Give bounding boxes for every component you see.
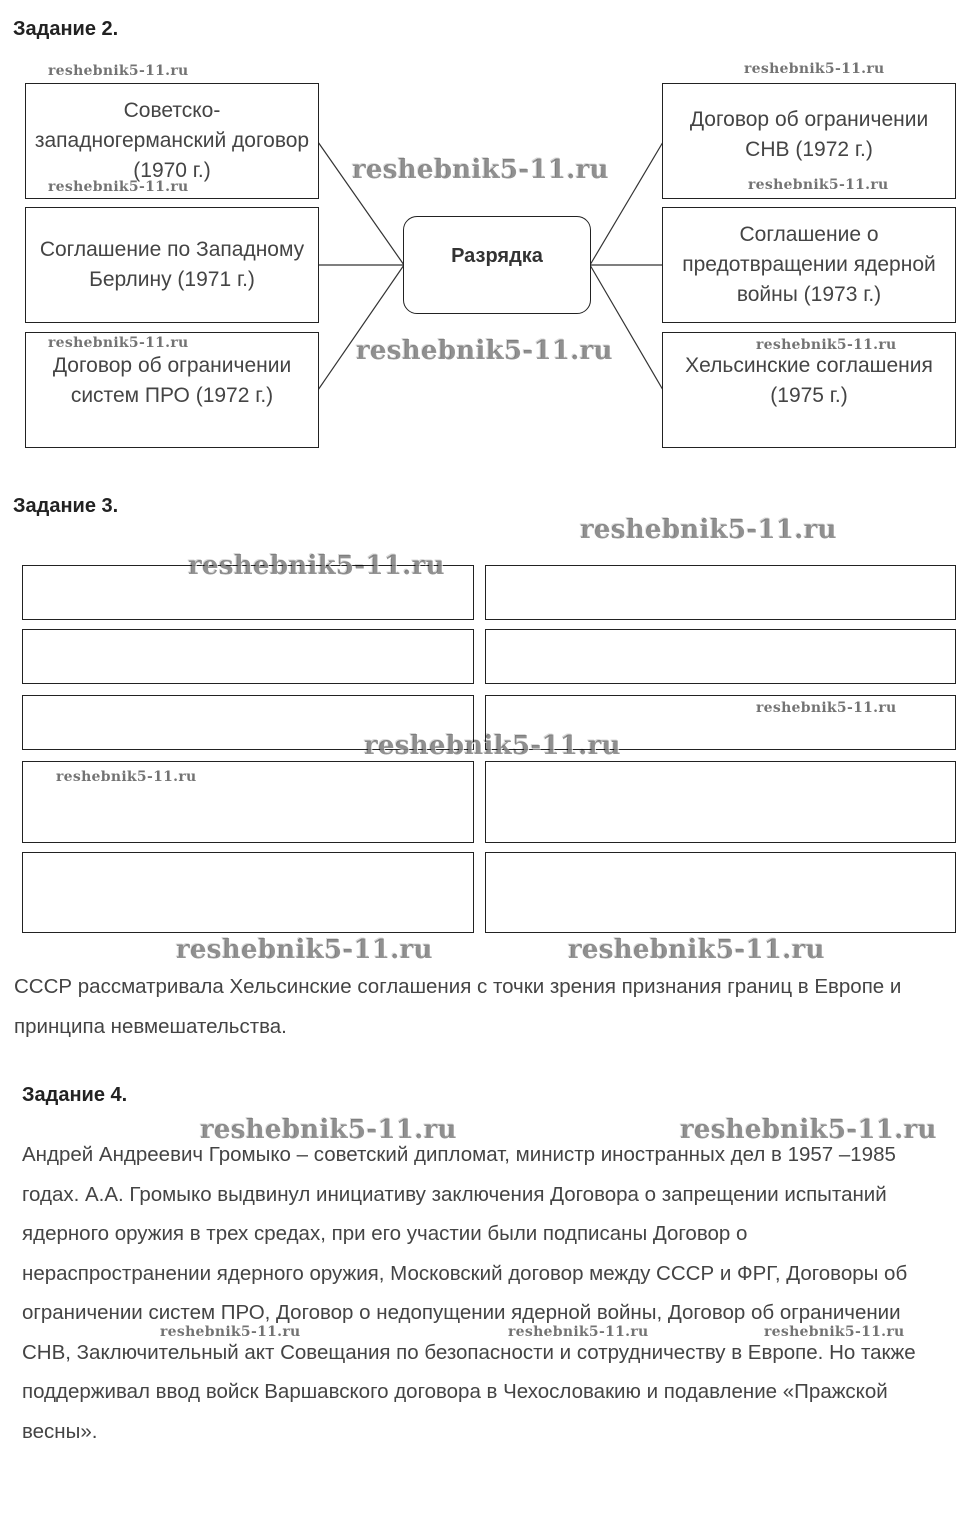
watermark: reshebnik5-11.ru — [48, 335, 189, 351]
watermark: reshebnik5-11.ru — [680, 1115, 937, 1145]
watermark: reshebnik5-11.ru — [48, 63, 189, 79]
watermark: reshebnik5-11.ru — [756, 700, 897, 716]
task3-answer: СССР рассматривала Хельсинские соглашения с точки зрения признания границ в Европе и принципа невмешательства. — [14, 975, 902, 1038]
right-box-2: Соглашение о предотвращении ядерной войны (1973 г.) — [662, 207, 956, 323]
task4-text: Андрей Андреевич Громыко – советский дипломат, министр иностранных дел в 1957 –1985 годах. А.А. Громыко выдвинул инициативу заключения Договора о запрещении испытаний ядерного оружия в трех средах, при его участии были подписаны Договор о нераспространении ядерного оружия, Московский договор между СССР и ФРГ, Договоры об ограничении систем ПРО, Договор о недопущении ядерной войны, Договор об ограничении СНВ, Заключительный акт Совещания по безопасности и сотрудничеству в Европе. Но также поддерживал ввод войск Варшавского договора в Чехословакию и подавление «Пражской весны». — [22, 1143, 916, 1443]
answer-cell — [22, 852, 474, 933]
left-box-1: Советско-западногерманский договор (1970 г.) — [25, 83, 319, 199]
watermark: reshebnik5-11.ru — [352, 155, 609, 185]
watermark: reshebnik5-11.ru — [200, 1115, 457, 1145]
answer-cell — [22, 629, 474, 684]
watermark: reshebnik5-11.ru — [48, 179, 189, 195]
left-box-3: Договор об ограничении систем ПРО (1972 г.) — [25, 332, 319, 448]
task2-heading: Задание 2. — [13, 18, 119, 40]
left-box-2: Соглашение по Западному Берлину (1971 г.) — [25, 207, 319, 323]
watermark: reshebnik5-11.ru — [176, 935, 433, 965]
watermark: reshebnik5-11.ru — [160, 1324, 301, 1340]
task3-heading: Задание 3. — [13, 495, 119, 517]
answer-cell — [485, 565, 956, 620]
task4-heading: Задание 4. — [22, 1084, 128, 1106]
answer-cell — [485, 852, 956, 933]
watermark: reshebnik5-11.ru — [744, 61, 885, 77]
watermark: reshebnik5-11.ru — [356, 336, 613, 366]
watermark: reshebnik5-11.ru — [188, 551, 445, 581]
answer-cell — [485, 629, 956, 684]
right-box-3: Хельсинские соглашения (1975 г.) — [662, 332, 956, 448]
right-box-1: Договор об ограничении СНВ (1972 г.) — [662, 83, 956, 199]
answer-cell — [485, 761, 956, 843]
connector-line — [318, 265, 404, 390]
watermark: reshebnik5-11.ru — [748, 177, 889, 193]
center-node: Разрядка — [403, 216, 591, 314]
watermark: reshebnik5-11.ru — [580, 515, 837, 545]
watermark: reshebnik5-11.ru — [568, 935, 825, 965]
watermark: reshebnik5-11.ru — [764, 1324, 905, 1340]
watermark: reshebnik5-11.ru — [364, 731, 621, 761]
connector-line — [590, 265, 663, 390]
watermark: reshebnik5-11.ru — [56, 769, 197, 785]
watermark: reshebnik5-11.ru — [756, 337, 897, 353]
watermark: reshebnik5-11.ru — [508, 1324, 649, 1340]
